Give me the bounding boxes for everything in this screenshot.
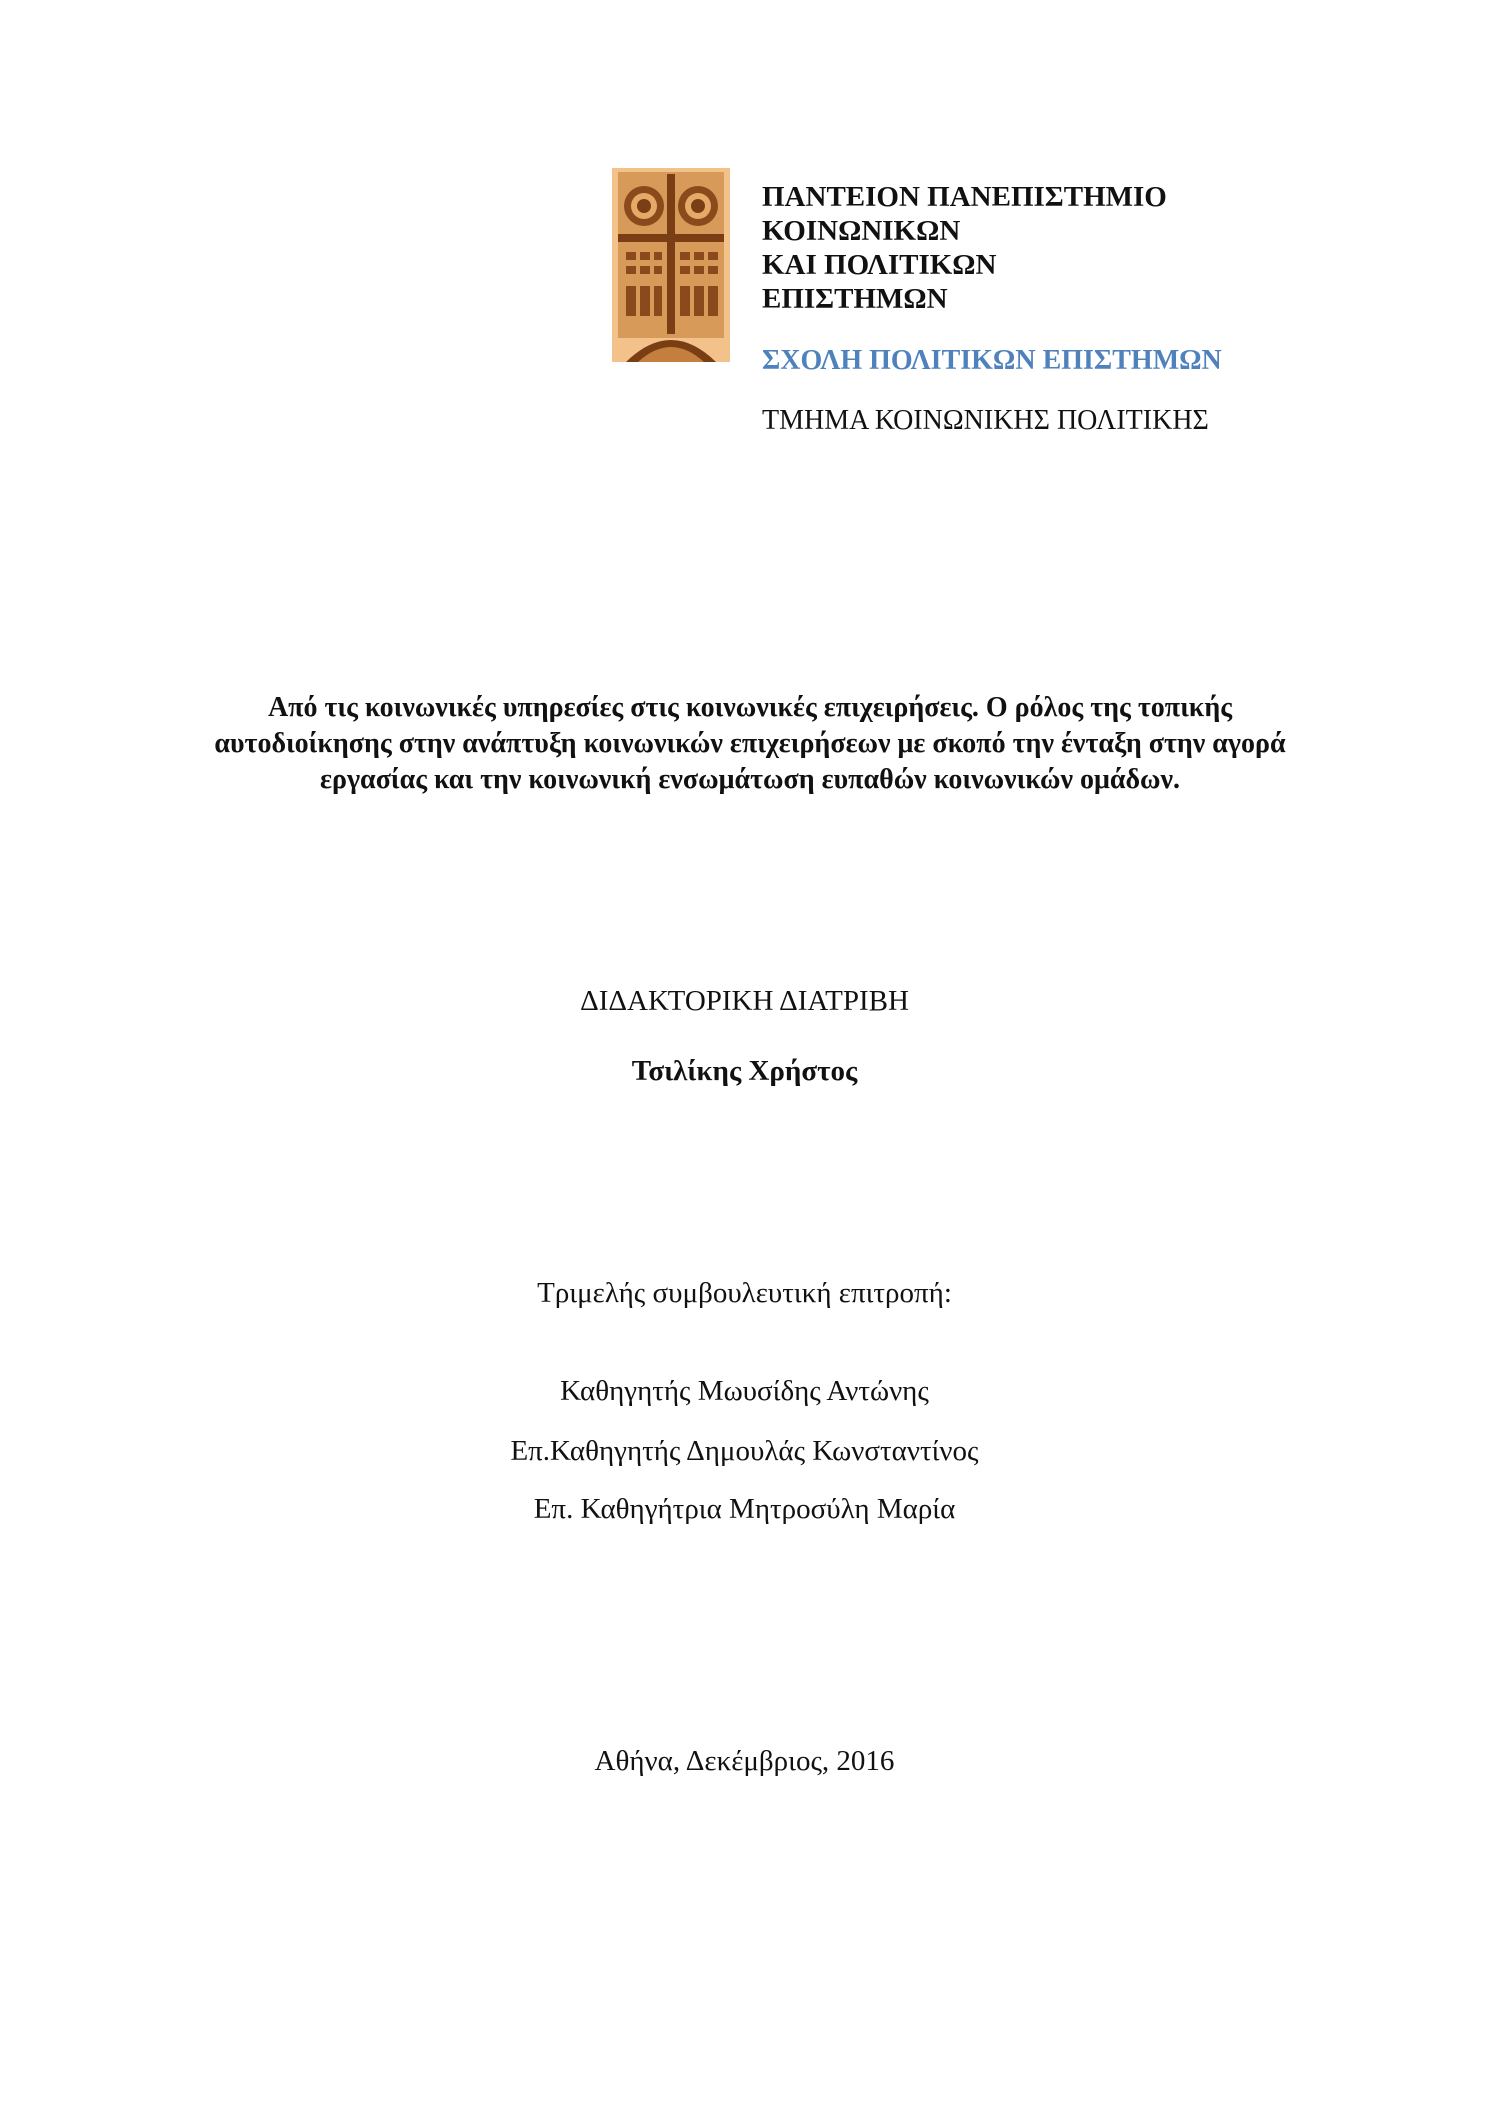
university-name-line: ΕΠΙΣΤΗΜΩΝ	[762, 283, 948, 315]
thesis-title: Από τις κοινωνικές υπηρεσίες στις κοινωνικές επιχειρήσεις. Ο ρόλος της τοπικής αυτοδιοίκησης στην ανάπτυξη κοινωνικών επιχειρήσεων με σκοπό την ένταξη στην αγορά εργασίας και την κοινωνική ενσωμάτωση ευπαθών κοινωνικών ομάδων.	[214, 692, 1286, 795]
university-name	[762, 180, 1167, 316]
department-name: ΤΜΗΜΑ ΚΟΙΝΩΝΙΚΗΣ ΠΟΛΙΤΙΚΗΣ	[762, 405, 1209, 436]
committee-member: Επ.Καθηγητής Δημουλάς Κωνσταντίνος	[510, 1435, 979, 1467]
author-name: Τσιλίκης Χρήστος	[631, 1055, 858, 1087]
university-name-line: ΚΑΙ ΠΟΛΙΤΙΚΩΝ	[762, 249, 997, 281]
committee-member: Καθηγητής Μωυσίδης Αντώνης	[560, 1375, 929, 1407]
university-name-line: ΠΑΝΤΕΙΟΝ ΠΑΝΕΠΙΣΤΗΜΙΟ	[762, 181, 1167, 213]
place-and-date: Αθήνα, Δεκέμβριος, 2016	[594, 1745, 895, 1777]
committee-label: Τριμελής συμβουλευτική επιτροπή:	[537, 1277, 952, 1309]
committee-member: Επ. Καθηγήτρια Μητροσύλη Μαρία	[533, 1493, 956, 1525]
university-crest-icon	[612, 168, 730, 362]
school-name: ΣΧΟΛΗ ΠΟΛΙΤΙΚΩΝ ΕΠΙΣΤΗΜΩΝ	[762, 345, 1222, 376]
university-name-line: ΚΟΙΝΩΝΙΚΩΝ	[762, 215, 961, 247]
document-type: ΔΙΔΑΚΤΟΡΙΚΗ ΔΙΑΤΡΙΒΗ	[580, 985, 909, 1017]
